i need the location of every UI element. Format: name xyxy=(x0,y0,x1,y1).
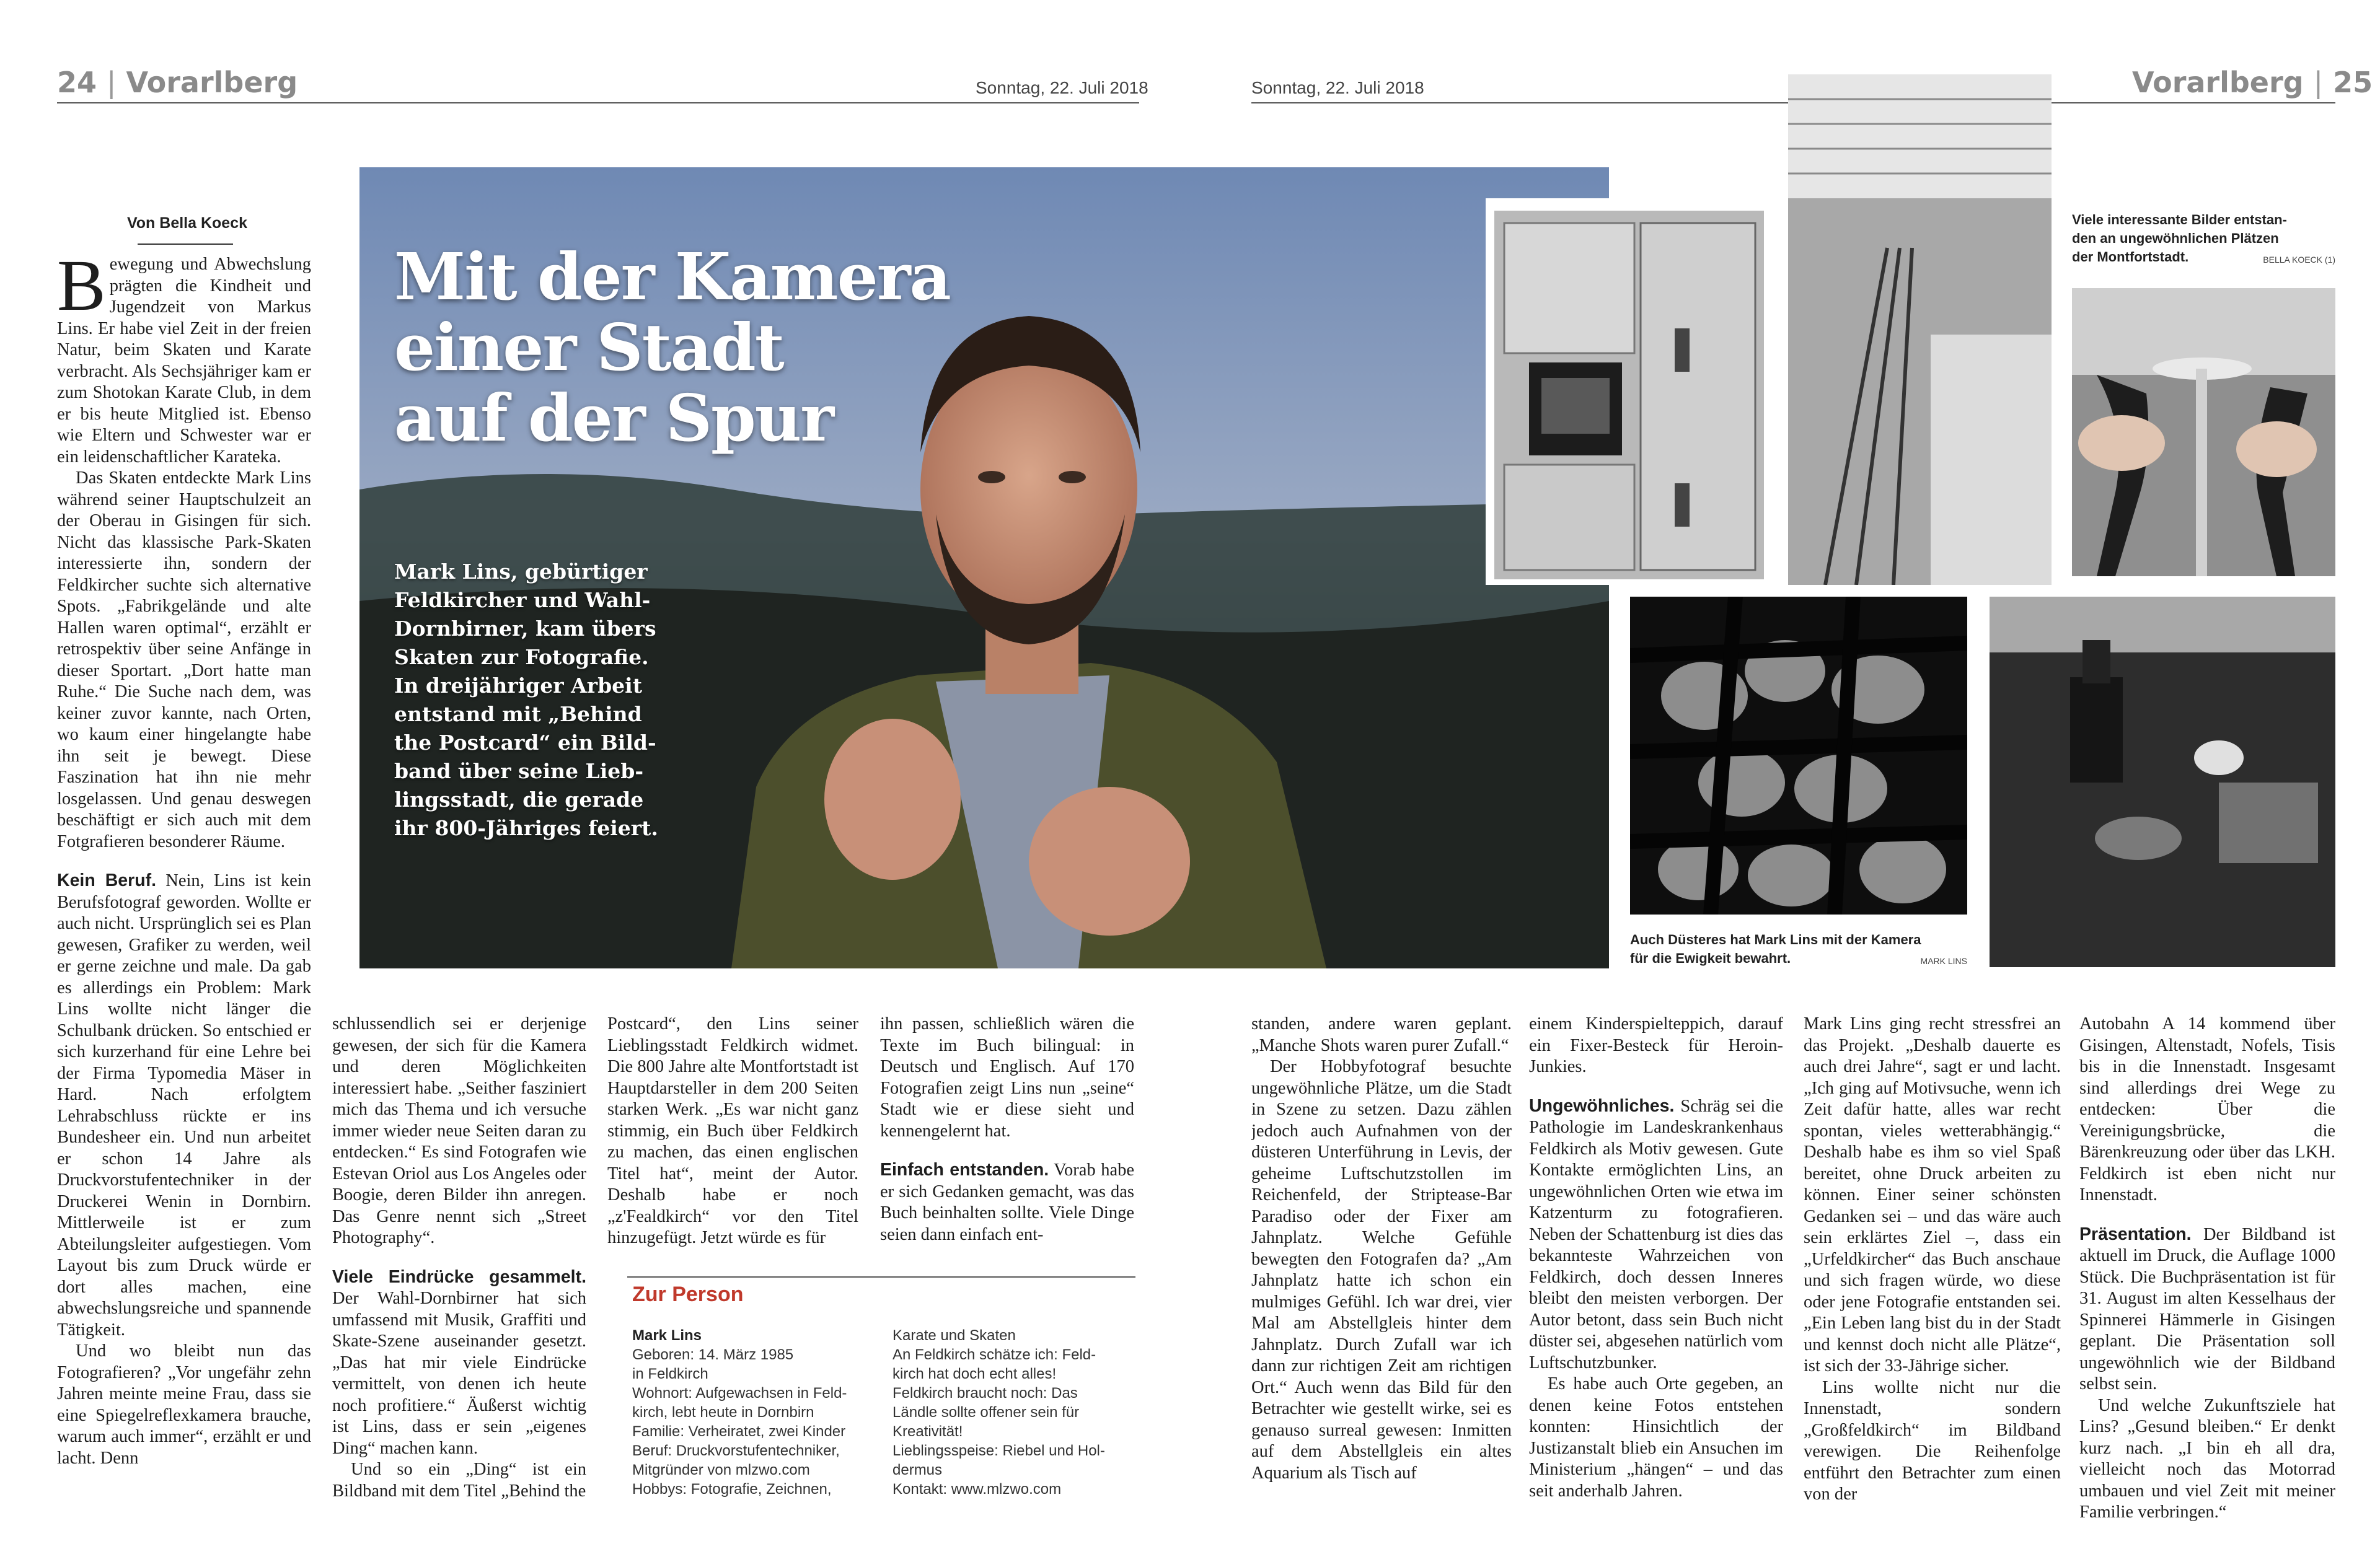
headline-line-1: Mit der Kamera xyxy=(394,239,950,315)
left-page-number: 24 xyxy=(57,66,97,99)
paragraph: Der Bildband ist aktuell im Druck, die Auflage 1000 Stück. Die Buchpräsentation ist für 31. August im alten Kesselhaus der Spinnerei Hämmerle in Gisingen geplant. Die Präsentation soll ungewöhnlich wie der Bildband selbst sein. xyxy=(2079,1224,2335,1393)
paragraph: einem Kinderspielteppich, darauf ein Fixer-Besteck für Heroin-Junkies. xyxy=(1529,1014,1783,1076)
right-page-section: Vorarlberg xyxy=(2132,66,2304,99)
skulls-behind-bars-photo-icon xyxy=(1630,597,1967,915)
person-line: Wohnort: Aufgewachsen in Feld- xyxy=(632,1385,847,1402)
subheading: Viele Eindrücke gesammelt. xyxy=(332,1266,586,1287)
person-line: Beruf: Druckvorstufentechniker, xyxy=(632,1442,840,1459)
caption-line: der Montfortstadt. BELLA KOECK (1) xyxy=(2072,248,2335,266)
person-line: Mitgründer von mlzwo.com xyxy=(632,1462,810,1478)
person-line: kirch hat doch echt alles! xyxy=(892,1366,1057,1382)
paragraph: ewegung und Abwechslung prägten die Kindheit und Jugendzeit von Markus Lins. Er habe viel Zeit in der freien Natur, beim Skaten und Karate verbracht. Als Sechsjähriger kam er zum Shotokan Karate Club, in dem er bis heute Mitglied ist. Ebenso wie Eltern und Schwester war er ein leidenschaftlicher Karateka. xyxy=(57,255,311,467)
paragraph: Autobahn A 14 kommend über Gisingen, Altenstadt, Nofels, Tisis bis in die Innenstadt. Insgesamt sind allerdings drei Wege zu entdecken: Über die Vereinigungsbrücke, die Bärenkreuzung oder über das LKH. Feldkirch ist eben nicht nur Innenstadt. xyxy=(2079,1014,2335,1204)
subheading: Einfach entstanden. xyxy=(880,1160,1049,1180)
building-facade-photo-icon xyxy=(1788,74,2052,585)
headline-line-2: einer Stadt xyxy=(394,309,783,385)
person-line: Geboren: 14. März 1985 xyxy=(632,1346,794,1363)
photo-facade xyxy=(1788,74,2052,585)
headline-line-3: auf der Spur xyxy=(394,380,834,456)
paragraph: schlussendlich sei er derjenige gewesen, der sich für die Kamera und deren Möglichkeiten interessiert habe. „Seither fasziniert mich das Thema und ich versuche immer wieder neue Seiten daran zu entdecken.“ Es sind Fotografen wie Estevan Oriol aus Los Angeles oder Boogie, deren Bilder ihn anregen. Das Genre nennt sich „Street Photography“. xyxy=(332,1014,586,1247)
person-line: in Feldkirch xyxy=(632,1366,708,1382)
left-page-header: 24 | Vorarlberg xyxy=(57,66,298,99)
lead-line: Dornbirner, kam übers xyxy=(394,616,656,641)
person-line: kirch, lebt heute in Dornbirn xyxy=(632,1404,814,1421)
header-rule-right xyxy=(1251,102,1791,103)
headline xyxy=(394,239,1014,456)
photo-skulls xyxy=(1630,597,1967,915)
person-line: Kontakt: www.mlzwo.com xyxy=(892,1481,1062,1498)
paragraph: standen, andere waren geplant. „Manche Shots waren purer Zufall.“ xyxy=(1251,1014,1512,1055)
lead-line: Feldkircher und Wahl- xyxy=(394,588,651,612)
article-column-7 xyxy=(1804,1014,2061,1559)
paragraph: Der Wahl-Dornbirner hat sich umfassend mit Musik, Graffiti und Skate-Szene auseinander gesetzt. „Das hat mir viele Eindrücke vermittelt, von denen ich heute noch profitiere.“ Äußerst wichtig ist Lins, dass er sein „eigenes Ding“ machen kann. xyxy=(332,1289,586,1458)
paragraph: Mark Lins ging recht stressfrei an das Projekt. „Deshalb dauerte es auch drei Jahre“, sagt er und lacht. „Ich ging auf Motivsuche, wenn ich Zeit dafür hatte, alles war recht spontan, vieles wetterabhängig.“ Deshalb habe es ihm so viel Spaß bereitet, ohne Druck arbeiten zu können. Einer seiner schönsten Gedanken sei – und das wäre auch sein erklärtes Ziel –, dass ein „Urfeldkircher“ das Buch anschaue und sich fragen würde, wo diese oder jene Fotografie entstanden sei. „Ein Leben lang bist du in der Stadt und kennst doch nicht alle Plätze“, ist sich der 33-Jährige sicher. xyxy=(1804,1014,2061,1376)
photo-morgue xyxy=(1486,198,1773,585)
left-page-section: Vorarlberg xyxy=(126,66,298,99)
caption-line: Viele interessante Bilder entstan- xyxy=(2072,212,2287,227)
paragraph: Schräg sei die Pathologie im Landeskrankenhaus Feldkirch als Motiv gewesen. Gute Kontakte ermöglichten Lins, an ungewöhnlichen Orten wie etwa im Katzenturm zu fotografieren. Neben der Schattenburg ist dies das bekannteste Wahrzeichen von Feldkirch, doch dessen Inneres bleibt den meisten verborgen. Der Autor betont, dass sein Buch nicht düster sei, abgesehen natürlich vom Luftschutzbunker. xyxy=(1529,1096,1783,1372)
subheading: Ungewöhnliches. xyxy=(1529,1095,1675,1116)
caption-middle xyxy=(1630,931,1967,970)
person-line: Ländle sollte offener sein für xyxy=(892,1404,1080,1421)
right-page-number: 25 xyxy=(2333,66,2373,99)
caption-top-right xyxy=(2072,211,2335,269)
lead-line: Skaten zur Fotografie. xyxy=(394,645,649,669)
table-bottle-photo-icon xyxy=(1990,597,2335,967)
article-column-2 xyxy=(332,1014,586,1559)
paragraph: Und welche Zukunftsziele hat Lins? „Gesund bleiben.“ Er denkt kurz nach. „I bin eh all dra, vielleicht noch das Motorrad umbauen und viel Zeit mit meiner Familie verbringen.“ xyxy=(2079,1395,2335,1522)
person-line: dermus xyxy=(892,1462,943,1478)
lead-line: ihr 800-Jähriges feiert. xyxy=(394,816,658,840)
person-line: Lieblingsspeise: Riebel und Hol- xyxy=(892,1442,1105,1459)
lead-line: band über seine Lieb- xyxy=(394,759,644,783)
paragraph: Der Hobbyfotograf besuchte ungewöhnliche Plätze, um die Stadt in Szene zu setzen. Dazu zählen jedoch auch Aufnahmen von der düsteren Unterführung in Levis, der geheime Luftschutzstollen im Reichenfeld, der Striptease-Bar Paradiso oder der Fixer am Jahnplatz. Welche Gefühle bewegten den Fotografen da? „Am Jahnplatz hatte ich schon ein mulmiges Gefühl. Ich war drei, vier Mal am Abstellgleis hinter dem Jahnplatz. Durch Zufall war ich dann zur richtigen Zeit am richtigen Ort.“ Auch wenn das Bild für den Betrachter wie gestellt wirke, sei es genauso surreal gewesen: Inmitten auf dem Abstellgleis ein altes Aquarium als Tisch auf xyxy=(1251,1057,1512,1483)
person-line: Hobbys: Fotografie, Zeichnen, xyxy=(632,1481,832,1498)
paragraph: Vorab habe er sich Gedanken gemacht, was das Buch beinhalten sollte. Viele Dinge seien dann einfach ent- xyxy=(880,1161,1134,1244)
header-rule-left xyxy=(57,102,1139,103)
paragraph: Nein, Lins ist kein Berufsfotograf geworden. Wollte er auch nicht. Ursprünglich sei es Plan gewesen, Grafiker zu werden, weil er gerne zeichne und male. Da gab es allerdings ein Problem: Mark Lins wollte nicht länger die Schulbank drücken. So entschied er sich kurzerhand für eine Lehre bei der Firma Typomedia Mäser in Hard. Nach erfolgtem Lehrabschluss rückte er ins Bundesheer ein. Und nun arbeitet er schon 14 Jahre als Druckvorstufentechniker in der Druckerei Wenin in Dornbirn. Mittlerweile ist er zum Abteilungsleiter aufgestiegen. Vom Layout bis zum Druck würde er dort alles machen, eine abwechslungsreiche und spannende Tätigkeit. xyxy=(57,871,311,1340)
person-line: Karate und Skaten xyxy=(892,1327,1016,1344)
lead-line: lingsstadt, die gerade xyxy=(394,788,644,812)
person-line: Kreativität! xyxy=(892,1423,963,1440)
person-line: An Feldkirch schätze ich: Feld- xyxy=(892,1346,1096,1363)
drop-cap: B xyxy=(57,254,106,326)
article-column-5 xyxy=(1251,1014,1512,1559)
lead-line: In dreijähriger Arbeit xyxy=(394,674,642,698)
lead-text xyxy=(394,558,716,843)
person-box-title: Zur Person xyxy=(632,1283,744,1306)
left-page-date: Sonntag, 22. Juli 2018 xyxy=(976,78,1148,97)
paragraph: Das Skaten entdeckte Mark Lins während seiner Hauptschulzeit an der Oberau in Gisingen für sich. Nicht das klassische Park-Skaten interessierte ihn, sondern der Feldkircher suchte sich alternative Spots. „Fabrikgelände und alte Hallen waren optimal“, erzählt er retrospektiv über seine Anfänge in dieser Sportart. „Dort hatte man Ruhe.“ Die Suche nach dem, was keiner zuvor kannte, nach Orten, wo kaum einer hingelangte habe ihn seit je bewegt. Diese Faszination hat ihn nie mehr losgelassen. Und genau deswegen beschäftigt er sich auch mit dem Fotgrafieren besonderer Räume. xyxy=(57,468,311,851)
lead-line: entstand mit „Behind xyxy=(394,702,642,726)
person-line: Feldkirch braucht noch: Das xyxy=(892,1385,1078,1402)
paragraph: Postcard“, den Lins seiner Lieblingsstadt Feldkirch widmet. Die 800 Jahre alte Montfortstadt ist Hauptdarsteller in dem 200 Seiten starken Werk. „Es war nicht ganz stimmig, ein Buch über Feldkirch zu machen, das einen englischen Titel hat“, meint der Autor. Deshalb habe er noch „z'Fealdkirch“ vor den Titel hinzugefügt. Jetzt würde es für xyxy=(607,1014,858,1247)
paragraph: Und so ein „Ding“ ist ein Bildband mit dem Titel „Behind the xyxy=(332,1460,586,1501)
caption-line: für die Ewigkeit bewahrt. MARK LINS xyxy=(1630,949,1967,968)
person-box-rule xyxy=(627,1276,1135,1278)
bar-stools-photo-icon xyxy=(2072,288,2335,576)
paragraph: Es habe auch Orte gegeben, an denen keine Fotos entstehen konnten: Hinsichtlich der Justizanstalt blieb ein Ansuchen im Ministerium „hängen“ – und das seit anderhalb Jahren. xyxy=(1529,1374,1783,1501)
article-column-1 xyxy=(57,254,311,1555)
photo-credit: BELLA KOECK (1) xyxy=(2263,255,2335,265)
caption-line: Auch Düsteres hat Mark Lins mit der Kamera xyxy=(1630,932,1921,947)
right-page-header: Vorarlberg | 25 xyxy=(2132,66,2373,99)
byline-rule xyxy=(138,244,233,245)
article-column-3 xyxy=(607,1014,858,1261)
subheading: Kein Beruf. xyxy=(57,871,157,890)
author-byline: Von Bella Koeck xyxy=(126,214,248,232)
morgue-door-photo-icon xyxy=(1486,198,1773,585)
caption-line: den an ungewöhnlichen Plätzen xyxy=(2072,230,2279,246)
person-name: Mark Lins xyxy=(632,1327,702,1344)
article-column-4 xyxy=(880,1014,1134,1261)
paragraph: Lins wollte nicht nur die Innenstadt, sondern „Großfeldkirch“ im Bildband verewigen. Die Reihenfolge entführt den Betrachter zum einen von der xyxy=(1804,1377,2061,1504)
photo-credit: MARK LINS xyxy=(1920,956,1967,966)
paragraph: ihn passen, schließlich wären die Texte im Buch bilingual: in Deutsch und Englisch. Auf 170 Fotografien zeigt Lins nun „seine“ Stadt wie er diese sieht und kennengelernt hat. xyxy=(880,1014,1134,1141)
article-column-8 xyxy=(2079,1014,2335,1559)
subheading: Präsentation. xyxy=(2079,1224,2192,1244)
header-rule-right-2 xyxy=(2045,102,2335,103)
person-box-left xyxy=(632,1326,880,1499)
photo-bar xyxy=(2072,288,2335,576)
lead-line: Mark Lins, gebürtiger xyxy=(394,559,648,584)
lead-line: the Postcard“ ein Bild- xyxy=(394,731,656,755)
person-box-right xyxy=(892,1326,1140,1499)
paragraph: Und wo bleibt nun das Fotografieren? „Vor ungefähr zehn Jahren meinte meine Frau, dass sie eine Spiegelreflexkamera brauche, warum auch immer“, erzählt er und lacht. Denn xyxy=(57,1341,311,1468)
article-column-6 xyxy=(1529,1014,1783,1559)
photo-table xyxy=(1990,597,2335,967)
person-line: Familie: Verheiratet, zwei Kinder xyxy=(632,1423,846,1440)
right-page-date: Sonntag, 22. Juli 2018 xyxy=(1251,78,1424,97)
